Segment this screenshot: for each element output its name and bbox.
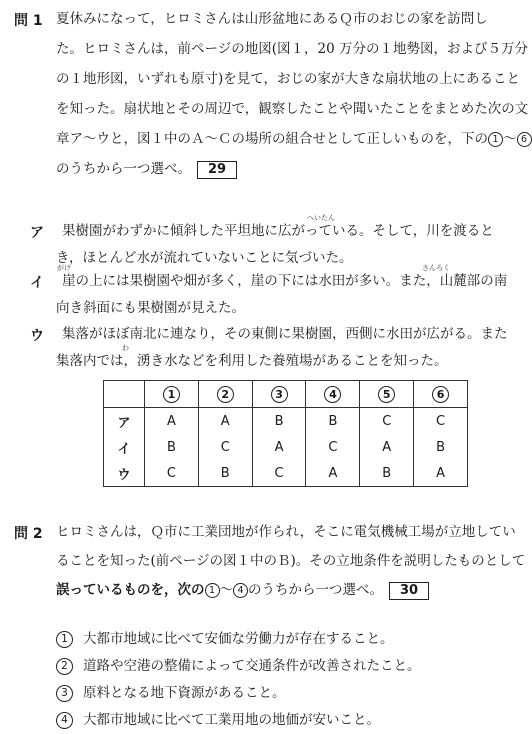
answer-box-30[interactable]: 30 (389, 582, 429, 600)
table-cell: A (252, 434, 306, 460)
table-row (104, 460, 468, 487)
table-header-row (104, 381, 468, 408)
ruby-heitan: へいたん (307, 214, 335, 222)
option-2-marker: 2 (56, 658, 73, 675)
question-2-line-3 (56, 581, 429, 600)
choice-5-marker: 5 (378, 386, 395, 403)
table-cell: B (198, 460, 252, 487)
ruby-gake: がけ (57, 264, 71, 272)
item-u-line-2: 集落内では，湧き水などを利用した養殖場があることを知った。 (56, 353, 448, 369)
table-row (104, 408, 468, 435)
table-row-label: ウ (104, 460, 145, 487)
option-1 (56, 630, 394, 648)
item-i-line-2: 向き斜面にも果樹園が見えた。 (56, 300, 245, 316)
item-i-label: イ (30, 275, 44, 291)
choice-4-marker: 4 (324, 386, 341, 403)
item-u-line-1: 集落がほぼ南北に連なり，その東側に果樹園，西側に水田が広がる。また (62, 326, 508, 342)
table-cell: B (306, 408, 360, 435)
choice-3-marker: 3 (271, 386, 288, 403)
option-2 (56, 657, 421, 675)
item-a-label: ア (30, 225, 44, 241)
combination-table (103, 380, 468, 487)
range-end-marker: 4 (233, 583, 248, 598)
choice-6-marker: 6 (432, 386, 449, 403)
question-2-label: 問 2 (14, 526, 43, 542)
question-2-line-3-text: のうちから一つ選べ。 (248, 582, 383, 598)
table-cell: B (414, 434, 468, 460)
question-1-line-1: 夏休みになって，ヒロミさんは山形盆地にあるＱ市のおじの家を訪問し (56, 11, 488, 27)
option-3-text: 原料となる地下資源があること。 (83, 685, 286, 701)
answer-box-29[interactable]: 29 (197, 161, 237, 179)
question-1-line-5 (56, 130, 532, 148)
table-header-5 (360, 381, 414, 408)
option-1-text: 大都市地域に比べて安価な労働力が存在すること。 (83, 631, 394, 647)
question-2-line-1: ヒロミさんは，Ｑ市に工業団地が作られ，そこに電気機械工場が立地してい (56, 524, 516, 540)
question-1-line-6 (56, 160, 237, 179)
option-2-text: 道路や空港の整備によって交通条件が改善されたこと。 (83, 658, 421, 674)
option-3-marker: 3 (56, 685, 73, 702)
table-header-4 (306, 381, 360, 408)
choice-1-marker: 1 (163, 386, 180, 403)
table-cell: A (145, 408, 199, 435)
range-end-marker: 6 (517, 132, 532, 147)
table-row-label: イ (104, 434, 145, 460)
table-header-1 (145, 381, 199, 408)
range-tilde: 〜 (503, 131, 517, 147)
table-header-3 (252, 381, 306, 408)
choice-2-marker: 2 (217, 386, 234, 403)
option-1-marker: 1 (56, 631, 73, 648)
table-header-6 (414, 381, 468, 408)
table-cell: C (145, 460, 199, 487)
item-a-line-1: 果樹園がわずかに傾斜した平坦地に広がっている。そして，川を渡ると (62, 223, 494, 239)
question-1-line-6-text: のうちから一つ選べ。 (56, 161, 191, 177)
question-1-line-3: の１地形図，いずれも原寸)を見て，おじの家が大きな扇状地の上にあること (56, 71, 520, 87)
range-start-marker: 1 (205, 583, 220, 598)
table-cell: A (306, 460, 360, 487)
range-start-marker: 1 (488, 132, 503, 147)
table-cell: B (252, 408, 306, 435)
table-cell: B (360, 460, 414, 487)
table-cell: C (306, 434, 360, 460)
item-u-label: ウ (30, 328, 44, 344)
range-tilde: 〜 (219, 582, 233, 598)
table-cell: A (414, 460, 468, 487)
question-1-line-2: た。ヒロミさんは，前ページの地図(図１，20 万分の１地勢図，および５万分 (56, 41, 528, 57)
table-cell: C (198, 434, 252, 460)
table-cell: C (252, 460, 306, 487)
table-cell: C (360, 408, 414, 435)
table-cell: C (414, 408, 468, 435)
table-row-label: ア (104, 408, 145, 435)
table-cell: A (360, 434, 414, 460)
option-4 (56, 711, 380, 729)
question-2-line-2: ることを知った(前ページの図１中のＢ)。その立地条件を説明したものとして (56, 553, 526, 569)
option-3 (56, 684, 286, 702)
item-i-line-1: 崖の上には果樹園や畑が多く，崖の下には水田が多い。また，山麓部の南 (62, 273, 508, 289)
option-4-text: 大都市地域に比べて工業用地の地価が安いこと。 (83, 712, 380, 728)
item-a-line-2: き，ほとんど水が流れていないことに気づいた。 (56, 250, 353, 266)
ruby-wa: わ (122, 344, 129, 352)
table-cell: B (145, 434, 199, 460)
ruby-sanroku: さんろく (422, 264, 450, 272)
option-4-marker: 4 (56, 712, 73, 729)
question-1-label: 問 1 (14, 13, 43, 29)
table-row (104, 434, 468, 460)
table-header-2 (198, 381, 252, 408)
question-1-line-4: を知った。扇状地とその周辺で，観察したことや聞いたことをまとめた次の文 (56, 101, 529, 117)
emphasis-incorrect: 誤っているものを，次の (56, 582, 205, 598)
question-1-line-5-text: 章ア〜ウと，図１中のＡ〜Ｃの場所の組合せとして正しいものを，下の (56, 131, 488, 147)
table-corner (104, 381, 145, 408)
table-cell: A (198, 408, 252, 435)
